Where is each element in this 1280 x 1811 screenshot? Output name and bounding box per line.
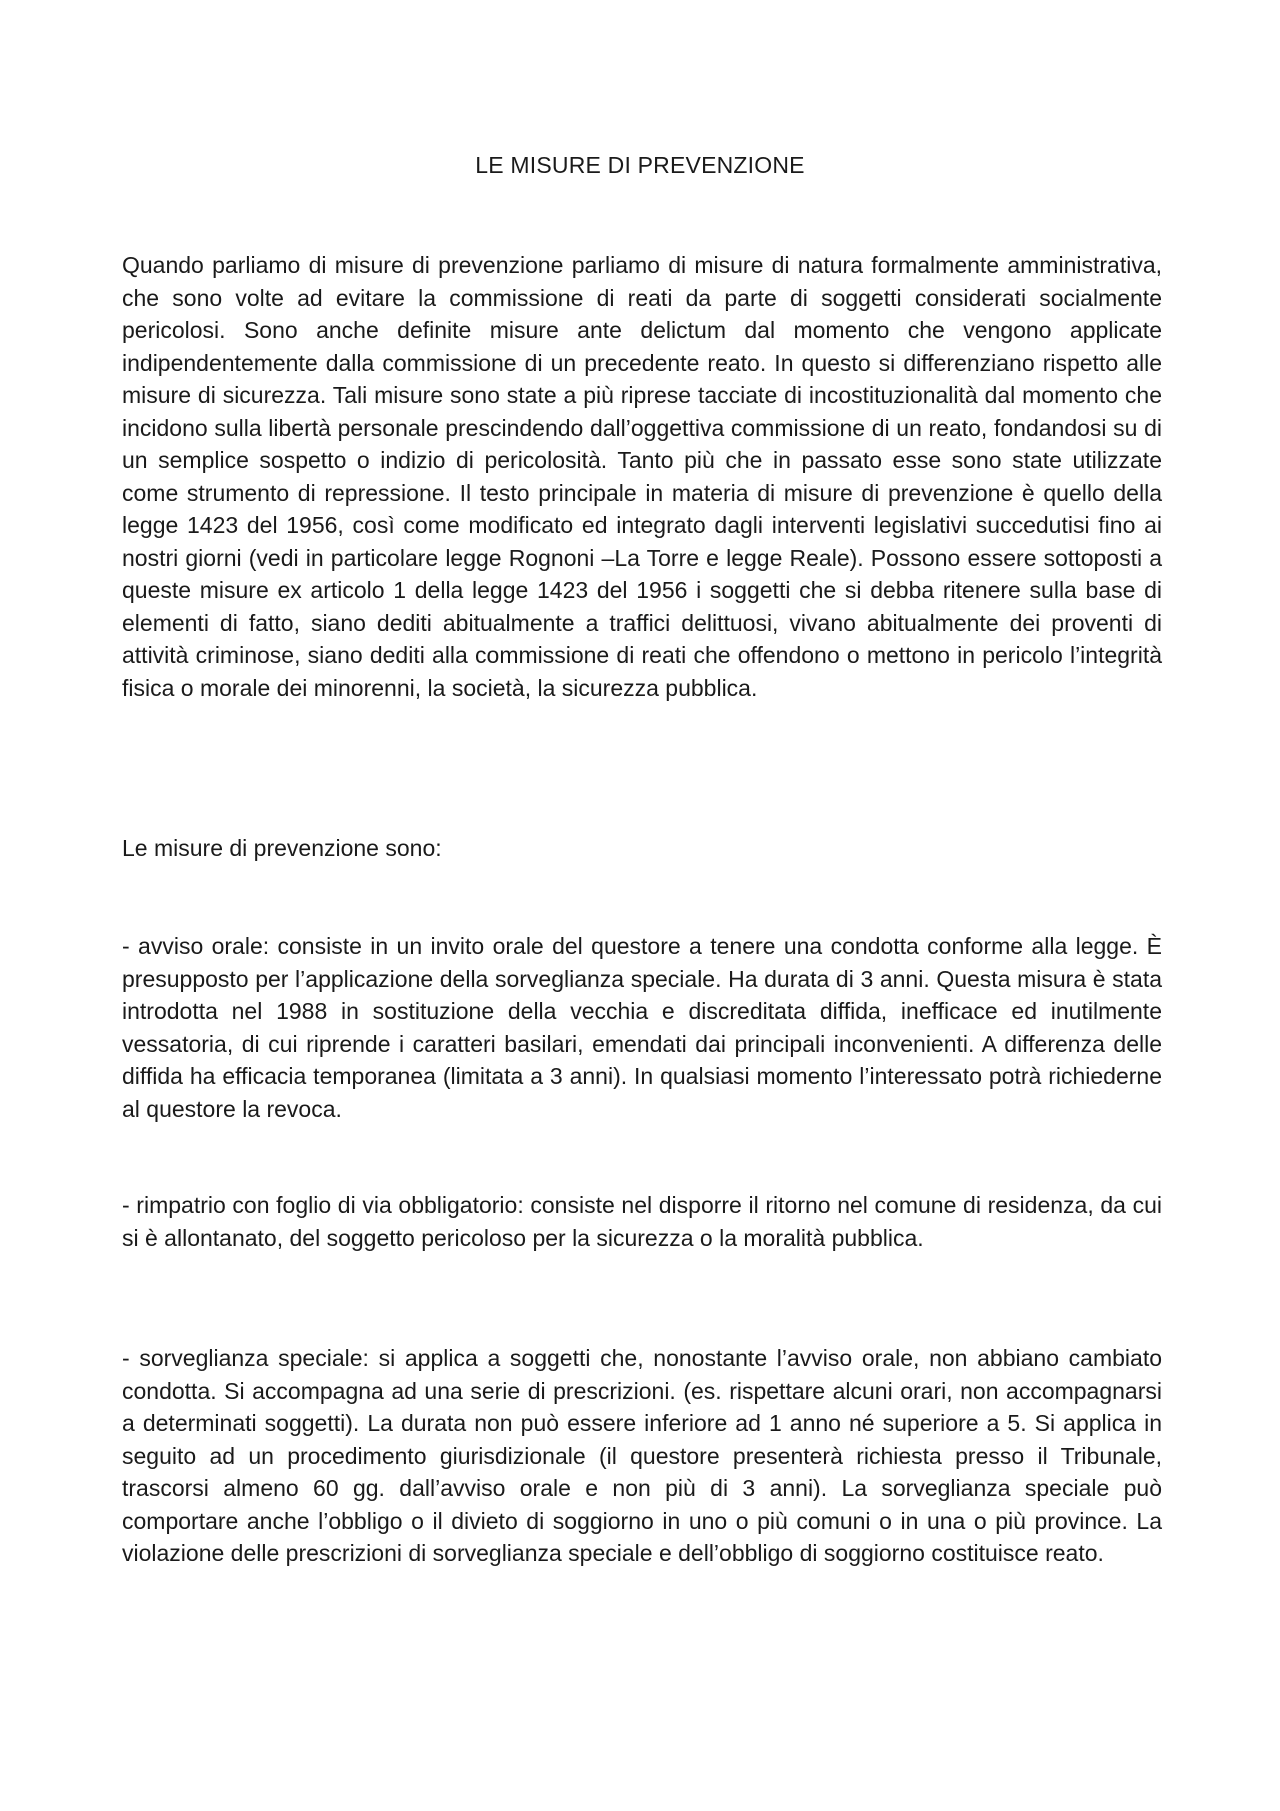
paragraph-sorveglianza-speciale: - sorveglianza speciale: si applica a soggetti che, nonostante l’avviso orale, non abbiano cambiato condotta. Si accompagna ad una serie di prescrizioni. (es. rispettare alcuni orari, non accompagnarsi a determinati soggetti). La durata non può essere inferiore ad 1 anno né superiore a 5. Si applica in seguito ad un procedimento giurisdizionale (il questore presenterà richiesta presso il Tribunale, trascorsi almeno 60 gg. dall’avviso orale e non più di 3 anni). La sorveglianza speciale può comportare anche l’obbligo o il divieto di soggiorno in uno o più comuni o in una o più province. La violazione delle prescrizioni di sorveglianza speciale e dell’obbligo di soggiorno costituisce reato. [122, 1345, 1162, 1566]
document-title: LE MISURE DI PREVENZIONE [475, 152, 805, 178]
paragraph-list-intro: Le misure di prevenzione sono: [122, 835, 442, 861]
paragraph-avviso-orale: - avviso orale: consiste in un invito orale del questore a tenere una condotta conforme alla legge. È presupposto per l’applicazione della sorveglianza speciale. Ha durata di 3 anni. Questa misura è stata introdotta nel 1988 in sostituzione della vecchia e discreditata diffida, inefficace ed inutilmente vessatoria, di cui riprende i caratteri basilari, emendati dai principali inconvenienti. A differenza delle diffida ha efficacia temporanea (limitata a 3 anni). In qualsiasi momento l’interessato potrà richiederne al questore la revoca. [122, 933, 1162, 1122]
paragraph-introduction: Quando parliamo di misure di prevenzione parliamo di misure di natura formalmente amministrativa, che sono volte ad evitare la commissione di reati da parte di soggetti considerati socialmente pericolosi. Sono anche definite misure ante delictum dal momento che vengono applicate indipendentemente dalla commissione di un precedente reato. In questo si differenziano rispetto alle misure di sicurezza. Tali misure sono state a più riprese tacciate di incostituzionalità dal momento che incidono sulla libertà personale prescindendo dall’oggettiva commissione di un reato, fondandosi su di un semplice sospetto o indizio di pericolosità. Tanto più che in passato esse sono state utilizzate come strumento di repressione. Il testo principale in materia di misure di prevenzione è quello della legge 1423 del 1956, così come modificato ed integrato dagli interventi legislativi succedutisi fino ai nostri giorni (vedi in particolare legge Rognoni –La Torre e legge Reale). Possono essere sottoposti a queste misure ex articolo 1 della legge 1423 del 1956 i soggetti che si debba ritenere sulla base di elementi di fatto, siano dediti abitualmente a traffici delittuosi, vivano abitualmente dei proventi di attività criminose, siano dediti alla commissione di reati che offendono o mettono in pericolo l’integrità fisica o morale dei minorenni, la società, la sicurezza pubblica. [122, 252, 1162, 701]
paragraph-rimpatrio: - rimpatrio con foglio di via obbligatorio: consiste nel disporre il ritorno nel comune di residenza, da cui si è allontanato, del soggetto pericoloso per la sicurezza o la moralità pubblica. [122, 1192, 1162, 1251]
